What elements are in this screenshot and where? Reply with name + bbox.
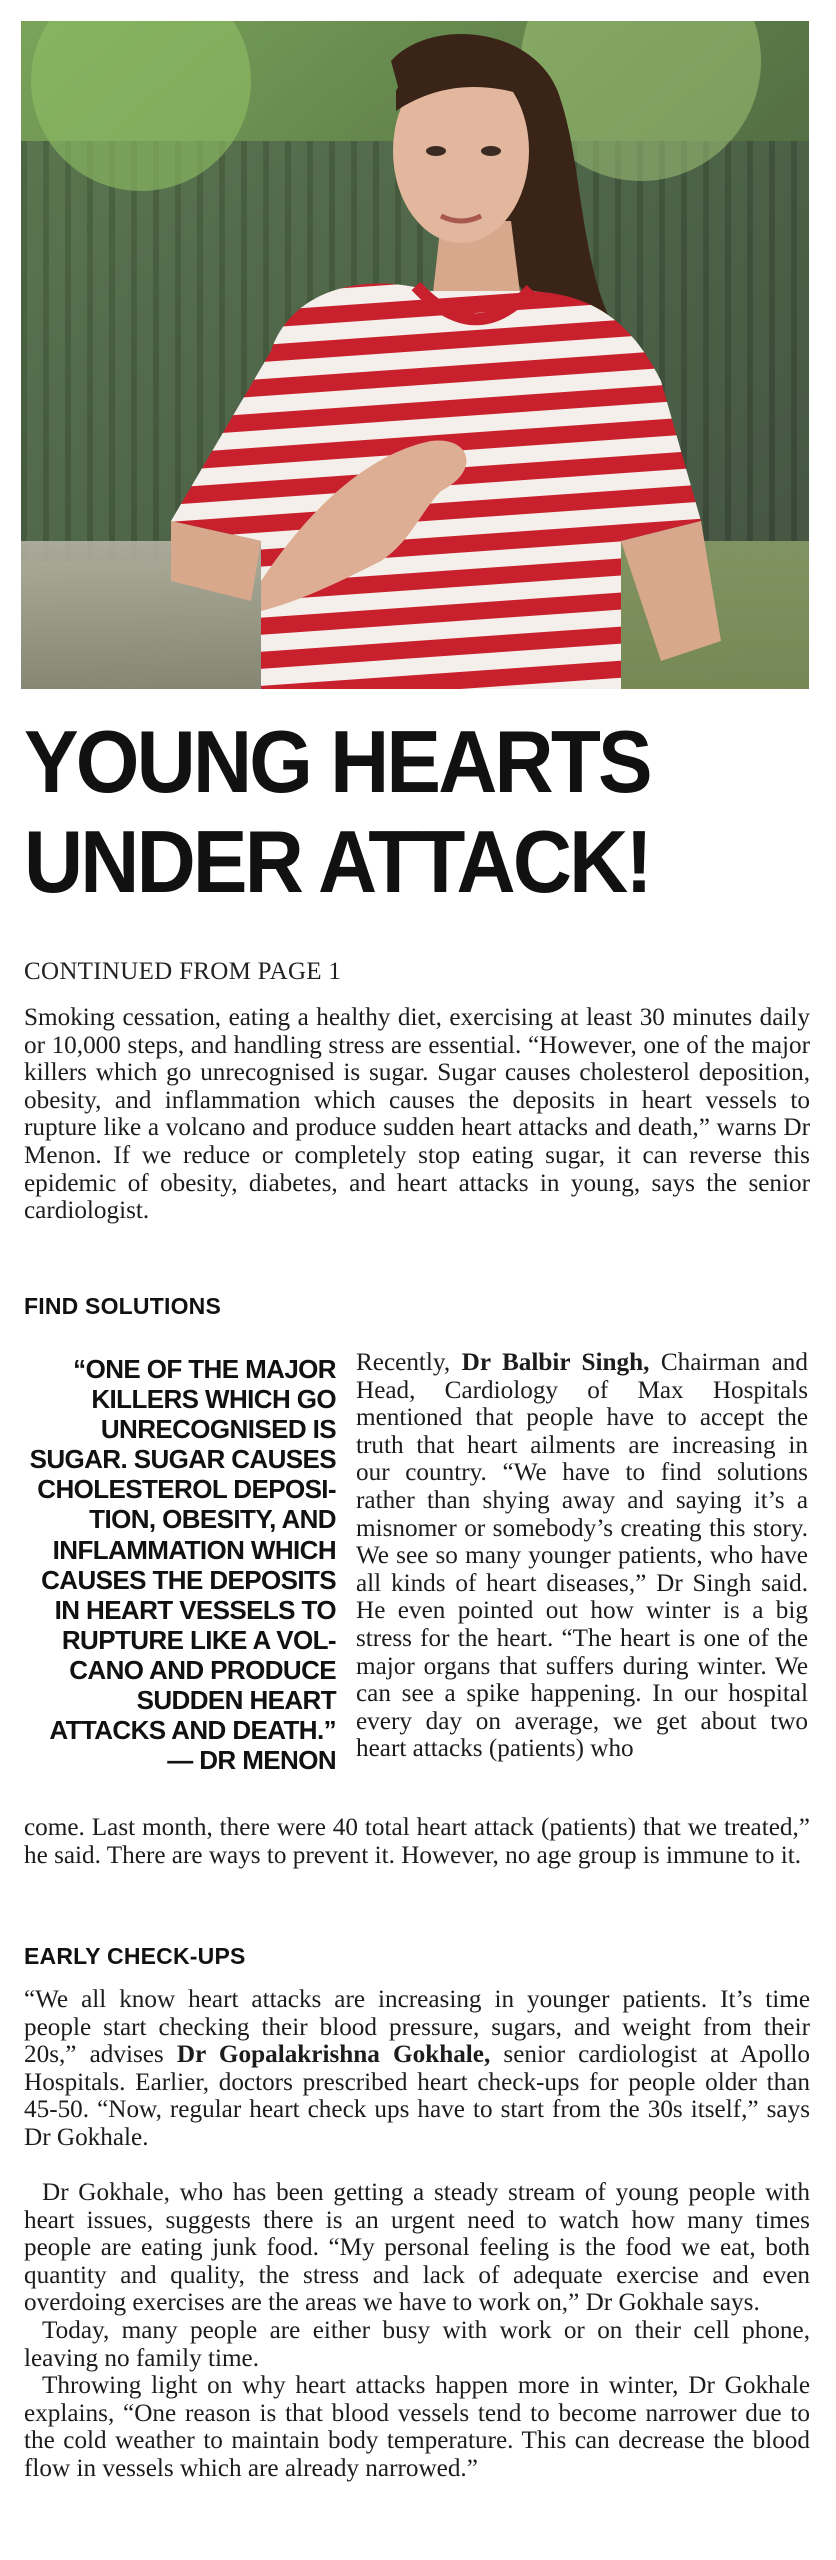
headline: [24, 712, 759, 912]
doctor-name-singh: Dr Balbir Singh,: [461, 1349, 650, 1376]
checkups-p1-before: “We all know heart attacks are increasing in younger patients. It’s time people start checking their blood pressure, sugars, and weight from their 20s,” advises: [24, 1986, 810, 2069]
column-text: Chairman and Head, Cardiology of Max Hospitals mentioned that people have to accept the truth that heart ailments are increasing in our country. “We have to find solutions rather than shying away and saying it’s a misnomer or somebody’s creating this story. We see so many younger patients, who have all kinds of heart diseases,” Dr Singh said. He even pointed out how winter is a big stress for the heart. “The heart is one of the major organs that suffers during winter. We can see a spike happening. In our hospital every day on average, we get about two heart attacks (patients) who: [356, 1349, 808, 1763]
checkups-p1-after: senior cardiologist at Apollo Hospitals. Earlier, doctors prescribed heart check-ups for people older than 45-50. “Now, regular heart check ups have to start from the 30s itself,” says Dr Gokhale.: [24, 2041, 810, 2151]
checkups-paragraph-1: [24, 1986, 810, 2152]
checkups-paragraph-2: Dr Gokhale, who has been getting a steady stream of young people with heart issues, suggests there is an urgent need to watch how many times people are eating junk food. “My personal feeling is the food we eat, both quantity and quality, the stress and lack of adequate exercise and even overdoing exercises are the areas we have to work on,” Dr Gokhale says.: [24, 2179, 810, 2317]
checkups-paragraph-3: Today, many people are either busy with work or on their cell phone, leaving no family time.: [24, 2317, 810, 2372]
subheading-find-solutions: FIND SOLUTIONS: [24, 1293, 222, 1319]
checkups-paragraph-4: Throwing light on why heart attacks happen more in winter, Dr Gokhale explains, “One reason is that blood vessels tend to become narrower due to the cold weather to maintain body temperature. This can decrease the blood flow in vessels which are already narrowed.”: [24, 2372, 810, 2482]
woman-holding-chest-photo-icon: [21, 21, 809, 689]
headline-line-2: UNDER ATTACK!: [24, 812, 650, 911]
doctor-name-gokhale: Dr Gopalakrishna Gokhale,: [176, 2041, 491, 2069]
intro-paragraph: Smoking cessation, eating a healthy diet, exercising at least 30 minutes daily or 10,000 steps, and handling stress are essential. “However, one of the major killers which go unrecognised is sugar. Sugar causes cholesterol deposition, obesity, and inflammation which causes the deposits in heart vessels to rupture like a volcano and produce sudden heart attacks and death,” warns Dr Menon. If we reduce or completely stop eating sugar, it can reverse this epidemic of obesity, diabetes, and heart attacks in young, says the senior cardiologist.: [24, 1004, 810, 1225]
pull-quote-attribution: — DR MENON: [167, 1745, 336, 1776]
find-solutions-continued: come. Last month, there were 40 total heart attack (patients) that we treated,” he said. There are ways to prevent it. However, no age group is immune to it.: [24, 1814, 810, 1869]
pull-quote-text: “ONE OF THE MAJOR KILLERS WHICH GO UNRECOGNISED IS SUGAR. SUGAR CAUSES CHOLESTEROL DEPOSI-TION, OBESITY, AND INFLAMMATION WHICH CAUSES THE DEPOSITS IN HEART VESSELS TO RUPTURE LIKE A VOL-CANO AND PRODUCE SUDDEN HEART ATTACKS AND DEATH.”: [29, 1354, 336, 1746]
continued-from-label: CONTINUED FROM PAGE 1: [24, 958, 342, 985]
pull-quote: [24, 1354, 336, 1775]
headline-line-1: YOUNG HEARTS: [24, 712, 650, 811]
article-photo: [21, 21, 809, 689]
column-paragraph: [356, 1349, 808, 1763]
column-lead: Recently,: [356, 1349, 451, 1376]
subheading-early-checkups: EARLY CHECK-UPS: [24, 1943, 246, 1969]
